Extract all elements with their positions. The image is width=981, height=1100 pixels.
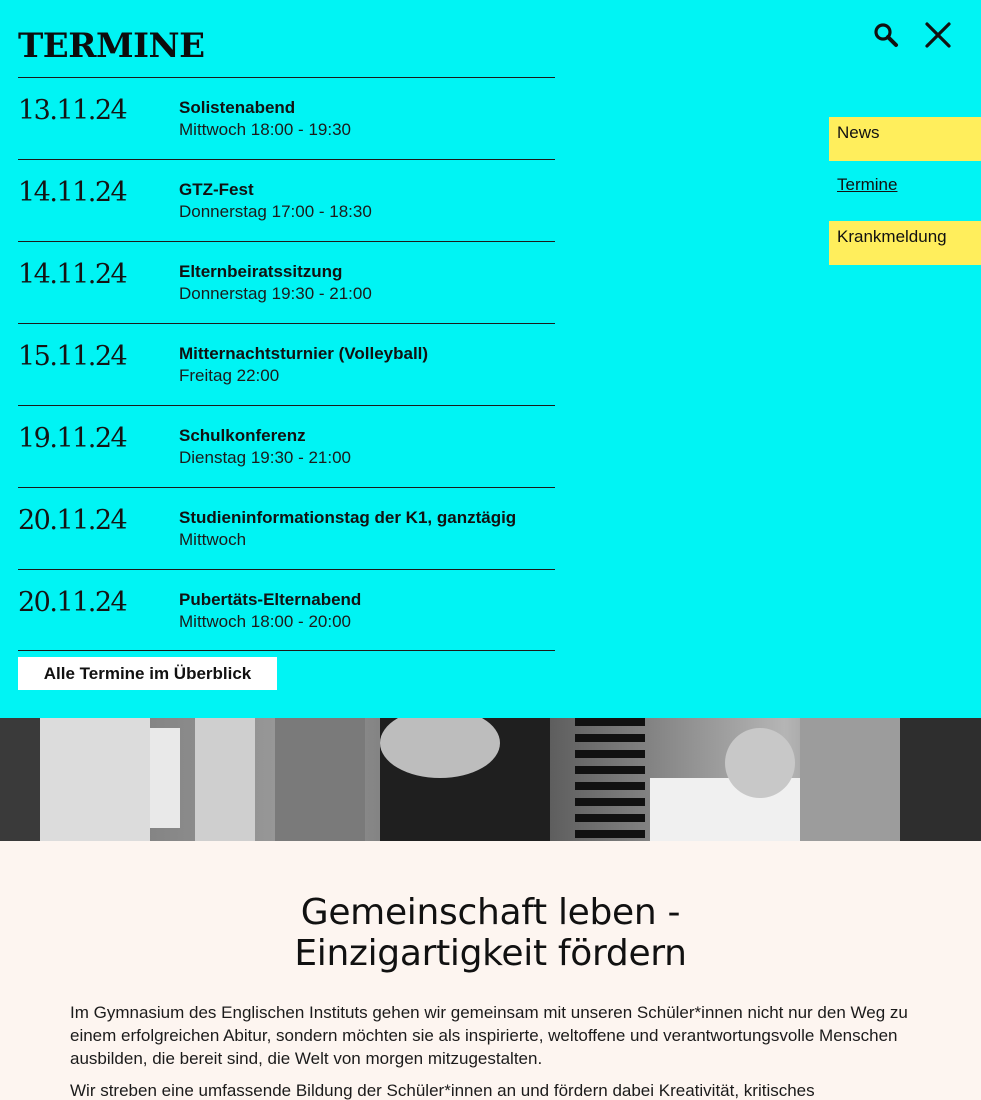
intro-heading-line2: Einzigartigkeit fördern — [294, 933, 687, 974]
event-time: Dienstag 19:30 - 21:00 — [179, 448, 352, 467]
event-date: 20.11.24 — [18, 505, 127, 536]
event-time: Donnerstag 19:30 - 21:00 — [179, 284, 372, 303]
event-row[interactable] — [18, 569, 555, 651]
event-title[interactable]: Studieninformationstag der K1, ganztägig — [179, 508, 517, 527]
side-nav-item-krankmeldung[interactable]: Krankmeldung — [829, 221, 981, 265]
event-title[interactable]: Mitternachtsturnier (Volleyball) — [179, 344, 429, 363]
event-row[interactable] — [18, 159, 555, 241]
event-date: 19.11.24 — [18, 423, 127, 454]
event-date: 14.11.24 — [18, 177, 127, 208]
side-nav-item-news[interactable]: News — [829, 117, 981, 161]
event-date: 13.11.24 — [18, 95, 127, 126]
intro-paragraph: Im Gymnasium des Englischen Instituts gehen wir gemeinsam mit unseren Schüler*innen nicht nur den Weg zu einem erfolgreichen Abitur, sondern möchten sie als inspirierte, weltoffene und verantwortungsvolle Menschen ausbilden, die bereit sind, die Welt von morgen mitzugestalten. — [70, 1003, 908, 1068]
event-row[interactable] — [18, 487, 555, 569]
panel-title: TERMINE — [18, 26, 205, 66]
intro-heading-line1: Gemeinschaft leben - — [300, 892, 681, 933]
event-row[interactable] — [18, 405, 555, 487]
search-icon[interactable] — [871, 20, 901, 50]
event-date: 15.11.24 — [18, 341, 127, 372]
event-title[interactable]: Elternbeiratssitzung — [179, 262, 343, 281]
event-time: Mittwoch — [179, 530, 247, 549]
intro-paragraph: Wir streben eine umfassende Bildung der Schüler*innen an und fördern dabei Kreativität, kritisches — [70, 1081, 815, 1100]
event-title[interactable]: Solistenabend — [179, 98, 296, 117]
event-time: Mittwoch 18:00 - 20:00 — [179, 612, 351, 631]
event-time: Freitag 22:00 — [179, 366, 280, 385]
event-time: Mittwoch 18:00 - 19:30 — [179, 120, 351, 139]
side-navigation — [829, 117, 981, 273]
event-title[interactable]: Schulkonferenz — [179, 426, 306, 445]
all-events-button[interactable]: Alle Termine im Überblick — [18, 657, 277, 690]
event-row[interactable] — [18, 77, 555, 159]
event-row[interactable] — [18, 323, 555, 405]
event-date: 14.11.24 — [18, 259, 127, 290]
hero-photo — [0, 718, 981, 841]
event-time: Donnerstag 17:00 - 18:30 — [179, 202, 372, 221]
intro-section — [0, 841, 981, 1100]
photo-placeholder — [0, 718, 981, 841]
event-title[interactable]: Pubertäts-Elternabend — [179, 590, 362, 609]
top-icon-bar — [871, 20, 953, 50]
close-icon[interactable] — [923, 20, 953, 50]
side-nav-item-termine[interactable]: Termine — [837, 175, 898, 194]
event-title[interactable]: GTZ-Fest — [179, 180, 254, 199]
intro-heading — [0, 892, 981, 974]
event-row[interactable] — [18, 241, 555, 323]
event-date: 20.11.24 — [18, 587, 127, 618]
event-list — [18, 77, 555, 651]
